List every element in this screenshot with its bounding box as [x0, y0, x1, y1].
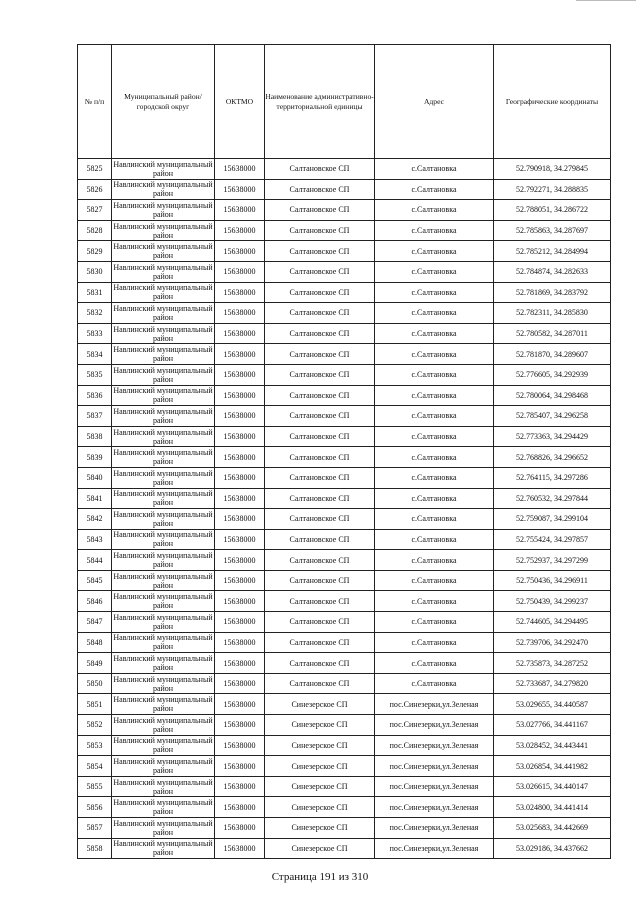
table-row [78, 715, 611, 736]
cell-unit: Салтановское СП [265, 447, 375, 468]
cell-oktmo: 15638000 [215, 715, 265, 736]
header-oktmo: ОКТМО [215, 45, 265, 159]
cell-oktmo: 15638000 [215, 447, 265, 468]
cell-oktmo: 15638000 [215, 426, 265, 447]
cell-oktmo: 15638000 [215, 261, 265, 282]
cell-unit: Синезерское СП [265, 818, 375, 839]
cell-coords: 52.750439, 34.299237 [494, 591, 611, 612]
table-row [78, 653, 611, 674]
cell-unit: Салтановское СП [265, 488, 375, 509]
cell-num: 5839 [78, 447, 112, 468]
scan-edge-mark [576, 0, 636, 3]
cell-district: Навлинский муниципальный район [113, 489, 213, 508]
table-row [78, 241, 611, 262]
cell-num: 5846 [78, 591, 112, 612]
cell-unit: Салтановское СП [265, 550, 375, 571]
cell-num: 5830 [78, 261, 112, 282]
cell-district: Навлинский муниципальный район [113, 262, 213, 281]
cell-coords: 52.785212, 34.284994 [494, 241, 611, 262]
table-row [78, 570, 611, 591]
cell-district: Навлинский муниципальный район [113, 674, 213, 693]
cell-district: Навлинский муниципальный район [113, 509, 213, 528]
cell-num: 5834 [78, 344, 112, 365]
cell-coords: 53.024800, 34.441414 [494, 797, 611, 818]
cell-oktmo: 15638000 [215, 529, 265, 550]
table-row [78, 673, 611, 694]
cell-district: Навлинский муниципальный район [113, 818, 213, 837]
cell-coords: 52.759087, 34.299104 [494, 509, 611, 530]
header-address: Адрес [375, 45, 494, 159]
table-row [78, 838, 611, 859]
cell-district: Навлинский муниципальный район [113, 448, 213, 467]
cell-district: Навлинский муниципальный район [113, 324, 213, 343]
cell-address: с.Салтановка [375, 612, 494, 633]
cell-unit: Салтановское СП [265, 426, 375, 447]
cell-num: 5825 [78, 159, 112, 180]
cell-num: 5842 [78, 509, 112, 530]
cell-unit: Синезерское СП [265, 776, 375, 797]
cell-coords: 52.764115, 34.297286 [494, 467, 611, 488]
cell-district: Навлинский муниципальный район [113, 612, 213, 631]
table-row [78, 344, 611, 365]
cell-oktmo: 15638000 [215, 673, 265, 694]
cell-coords: 52.739706, 34.292470 [494, 632, 611, 653]
cell-coords: 52.790918, 34.279845 [494, 159, 611, 180]
table-row [78, 385, 611, 406]
cell-unit: Салтановское СП [265, 200, 375, 221]
cell-district: Навлинский муниципальный район [113, 592, 213, 611]
cell-num: 5843 [78, 529, 112, 550]
cell-num: 5854 [78, 756, 112, 777]
cell-coords: 52.755424, 34.297857 [494, 529, 611, 550]
cell-unit: Салтановское СП [265, 529, 375, 550]
cell-oktmo: 15638000 [215, 612, 265, 633]
cell-coords: 53.029186, 34.437662 [494, 838, 611, 859]
cell-oktmo: 15638000 [215, 344, 265, 365]
cell-num: 5852 [78, 715, 112, 736]
cell-num: 5844 [78, 550, 112, 571]
cell-unit: Салтановское СП [265, 653, 375, 674]
cell-oktmo: 15638000 [215, 632, 265, 653]
cell-address: пос.Синезерки,ул.Зеленая [375, 797, 494, 818]
cell-district: Навлинский муниципальный район [113, 530, 213, 549]
table-row [78, 426, 611, 447]
cell-address: с.Салтановка [375, 653, 494, 674]
cell-oktmo: 15638000 [215, 818, 265, 839]
cell-num: 5855 [78, 776, 112, 797]
cell-oktmo: 15638000 [215, 694, 265, 715]
cell-unit: Салтановское СП [265, 303, 375, 324]
cell-address: с.Салтановка [375, 488, 494, 509]
header-district: Муниципальный район/городской округ [112, 45, 215, 159]
cell-coords: 52.780582, 34.287011 [494, 323, 611, 344]
cell-address: пос.Синезерки,ул.Зеленая [375, 735, 494, 756]
cell-unit: Салтановское СП [265, 179, 375, 200]
header-num: № п/п [78, 45, 112, 159]
cell-unit: Синезерское СП [265, 838, 375, 859]
table-row [78, 735, 611, 756]
cell-num: 5850 [78, 673, 112, 694]
table-row [78, 529, 611, 550]
cell-num: 5847 [78, 612, 112, 633]
cell-oktmo: 15638000 [215, 488, 265, 509]
cell-district: Навлинский муниципальный район [113, 777, 213, 796]
cell-unit: Салтановское СП [265, 570, 375, 591]
cell-num: 5838 [78, 426, 112, 447]
cell-num: 5856 [78, 797, 112, 818]
cell-address: пос.Синезерки,ул.Зеленая [375, 756, 494, 777]
cell-coords: 52.788051, 34.286722 [494, 200, 611, 221]
cell-unit: Салтановское СП [265, 344, 375, 365]
cell-coords: 52.781870, 34.289607 [494, 344, 611, 365]
cell-num: 5837 [78, 406, 112, 427]
cell-address: с.Салтановка [375, 261, 494, 282]
cell-oktmo: 15638000 [215, 797, 265, 818]
table-row [78, 364, 611, 385]
cell-coords: 52.784874, 34.282633 [494, 261, 611, 282]
table-row [78, 509, 611, 530]
cell-district: Навлинский муниципальный район [113, 551, 213, 570]
table-row [78, 818, 611, 839]
table-row [78, 550, 611, 571]
cell-coords: 53.029655, 34.440587 [494, 694, 611, 715]
cell-oktmo: 15638000 [215, 179, 265, 200]
cell-num: 5841 [78, 488, 112, 509]
cell-coords: 52.744605, 34.294495 [494, 612, 611, 633]
table-row [78, 220, 611, 241]
cell-num: 5840 [78, 467, 112, 488]
cell-district: Навлинский муниципальный район [113, 283, 213, 302]
cell-num: 5831 [78, 282, 112, 303]
cell-district: Навлинский муниципальный район [113, 200, 213, 219]
cell-unit: Салтановское СП [265, 261, 375, 282]
cell-address: с.Салтановка [375, 673, 494, 694]
cell-oktmo: 15638000 [215, 364, 265, 385]
cell-address: пос.Синезерки,ул.Зеленая [375, 715, 494, 736]
cell-unit: Синезерское СП [265, 735, 375, 756]
cell-oktmo: 15638000 [215, 756, 265, 777]
cell-oktmo: 15638000 [215, 303, 265, 324]
cell-address: пос.Синезерки,ул.Зеленая [375, 818, 494, 839]
cell-district: Навлинский муниципальный район [113, 386, 213, 405]
cell-unit: Салтановское СП [265, 591, 375, 612]
cell-district: Навлинский муниципальный район [113, 571, 213, 590]
table-row [78, 694, 611, 715]
cell-address: пос.Синезерки,ул.Зеленая [375, 838, 494, 859]
table-row [78, 797, 611, 818]
cell-district: Навлинский муниципальный район [113, 654, 213, 673]
cell-num: 5845 [78, 570, 112, 591]
cell-oktmo: 15638000 [215, 406, 265, 427]
cell-coords: 53.026615, 34.440147 [494, 776, 611, 797]
cell-address: с.Салтановка [375, 220, 494, 241]
cell-address: с.Салтановка [375, 406, 494, 427]
cell-address: с.Салтановка [375, 467, 494, 488]
cell-district: Навлинский муниципальный район [113, 468, 213, 487]
cell-num: 5853 [78, 735, 112, 756]
cell-num: 5858 [78, 838, 112, 859]
cell-num: 5828 [78, 220, 112, 241]
cell-coords: 52.785407, 34.296258 [494, 406, 611, 427]
cell-address: с.Салтановка [375, 570, 494, 591]
cell-num: 5836 [78, 385, 112, 406]
cell-oktmo: 15638000 [215, 591, 265, 612]
page-number: Страница 191 из 310 [271, 871, 369, 883]
cell-unit: Салтановское СП [265, 159, 375, 180]
cell-unit: Салтановское СП [265, 323, 375, 344]
cell-oktmo: 15638000 [215, 838, 265, 859]
cell-num: 5835 [78, 364, 112, 385]
cell-address: с.Салтановка [375, 323, 494, 344]
cell-oktmo: 15638000 [215, 570, 265, 591]
cell-num: 5849 [78, 653, 112, 674]
cell-coords: 53.025683, 34.442669 [494, 818, 611, 839]
cell-district: Навлинский муниципальный район [113, 798, 213, 817]
cell-num: 5857 [78, 818, 112, 839]
table-row [78, 488, 611, 509]
cell-coords: 52.781869, 34.283792 [494, 282, 611, 303]
cell-unit: Салтановское СП [265, 467, 375, 488]
cell-oktmo: 15638000 [215, 241, 265, 262]
table-header-row [78, 45, 611, 159]
cell-district: Навлинский муниципальный район [113, 221, 213, 240]
cell-oktmo: 15638000 [215, 282, 265, 303]
cell-oktmo: 15638000 [215, 220, 265, 241]
cell-address: с.Салтановка [375, 282, 494, 303]
cell-district: Навлинский муниципальный район [113, 839, 213, 858]
table-row [78, 612, 611, 633]
cell-address: с.Салтановка [375, 241, 494, 262]
cell-district: Навлинский муниципальный район [113, 715, 213, 734]
cell-address: с.Салтановка [375, 385, 494, 406]
cell-unit: Синезерское СП [265, 715, 375, 736]
cell-district: Навлинский муниципальный район [113, 406, 213, 425]
table-row [78, 282, 611, 303]
cell-oktmo: 15638000 [215, 200, 265, 221]
table-row [78, 591, 611, 612]
cell-address: с.Салтановка [375, 529, 494, 550]
cell-unit: Синезерское СП [265, 694, 375, 715]
cell-district: Навлинский муниципальный район [113, 242, 213, 261]
cell-oktmo: 15638000 [215, 735, 265, 756]
cell-oktmo: 15638000 [215, 550, 265, 571]
cell-address: с.Салтановка [375, 632, 494, 653]
cell-district: Навлинский муниципальный район [113, 736, 213, 755]
cell-coords: 53.028452, 34.443441 [494, 735, 611, 756]
cell-coords: 53.026854, 34.441982 [494, 756, 611, 777]
cell-oktmo: 15638000 [215, 467, 265, 488]
cell-unit: Салтановское СП [265, 673, 375, 694]
cell-address: с.Салтановка [375, 179, 494, 200]
cell-unit: Салтановское СП [265, 282, 375, 303]
cell-address: с.Салтановка [375, 550, 494, 571]
cell-district: Навлинский муниципальный район [113, 303, 213, 322]
cell-coords: 52.780064, 34.298468 [494, 385, 611, 406]
cell-coords: 52.760532, 34.297844 [494, 488, 611, 509]
cell-district: Навлинский муниципальный район [113, 633, 213, 652]
cell-address: пос.Синезерки,ул.Зеленая [375, 694, 494, 715]
cell-address: пос.Синезерки,ул.Зеленая [375, 776, 494, 797]
header-unit: Наименование административно-территориальной единицы [265, 45, 375, 159]
cell-unit: Синезерское СП [265, 756, 375, 777]
cell-unit: Салтановское СП [265, 509, 375, 530]
cell-num: 5827 [78, 200, 112, 221]
cell-district: Навлинский муниципальный район [113, 695, 213, 714]
cell-coords: 52.782311, 34.285830 [494, 303, 611, 324]
cell-oktmo: 15638000 [215, 385, 265, 406]
cell-address: с.Салтановка [375, 364, 494, 385]
cell-num: 5829 [78, 241, 112, 262]
register-table [77, 44, 611, 859]
cell-address: с.Салтановка [375, 591, 494, 612]
table-row [78, 776, 611, 797]
cell-unit: Салтановское СП [265, 220, 375, 241]
cell-address: с.Салтановка [375, 447, 494, 468]
table-row [78, 632, 611, 653]
cell-unit: Салтановское СП [265, 241, 375, 262]
table-row [78, 467, 611, 488]
cell-coords: 52.776605, 34.292939 [494, 364, 611, 385]
table-row [78, 406, 611, 427]
cell-coords: 52.733687, 34.279820 [494, 673, 611, 694]
table-row [78, 756, 611, 777]
table-row [78, 179, 611, 200]
table-row [78, 323, 611, 344]
cell-oktmo: 15638000 [215, 159, 265, 180]
cell-coords: 52.750436, 34.296911 [494, 570, 611, 591]
cell-unit: Салтановское СП [265, 612, 375, 633]
cell-district: Навлинский муниципальный район [113, 159, 213, 178]
cell-oktmo: 15638000 [215, 776, 265, 797]
table-row [78, 447, 611, 468]
header-coords: Географические координаты [494, 45, 611, 159]
cell-coords: 52.785863, 34.287697 [494, 220, 611, 241]
cell-unit: Салтановское СП [265, 406, 375, 427]
cell-unit: Салтановское СП [265, 364, 375, 385]
cell-oktmo: 15638000 [215, 653, 265, 674]
cell-district: Навлинский муниципальный район [113, 365, 213, 384]
table-row [78, 200, 611, 221]
cell-num: 5826 [78, 179, 112, 200]
cell-coords: 52.735873, 34.287252 [494, 653, 611, 674]
cell-num: 5851 [78, 694, 112, 715]
table-row [78, 261, 611, 282]
table-row [78, 303, 611, 324]
cell-coords: 52.752937, 34.297299 [494, 550, 611, 571]
cell-num: 5832 [78, 303, 112, 324]
cell-district: Навлинский муниципальный район [113, 180, 213, 199]
cell-address: с.Салтановка [375, 509, 494, 530]
cell-unit: Синезерское СП [265, 797, 375, 818]
cell-oktmo: 15638000 [215, 323, 265, 344]
cell-unit: Салтановское СП [265, 632, 375, 653]
table-row [78, 159, 611, 180]
cell-coords: 52.773363, 34.294429 [494, 426, 611, 447]
cell-district: Навлинский муниципальный район [113, 345, 213, 364]
cell-address: с.Салтановка [375, 303, 494, 324]
cell-district: Навлинский муниципальный район [113, 757, 213, 776]
cell-coords: 52.768826, 34.296652 [494, 447, 611, 468]
cell-district: Навлинский муниципальный район [113, 427, 213, 446]
cell-address: с.Салтановка [375, 344, 494, 365]
cell-address: с.Салтановка [375, 200, 494, 221]
cell-address: с.Салтановка [375, 426, 494, 447]
cell-unit: Салтановское СП [265, 385, 375, 406]
cell-address: с.Салтановка [375, 159, 494, 180]
cell-num: 5833 [78, 323, 112, 344]
cell-num: 5848 [78, 632, 112, 653]
cell-coords: 53.027766, 34.441167 [494, 715, 611, 736]
table-body [78, 159, 611, 859]
cell-coords: 52.792271, 34.288835 [494, 179, 611, 200]
cell-oktmo: 15638000 [215, 509, 265, 530]
